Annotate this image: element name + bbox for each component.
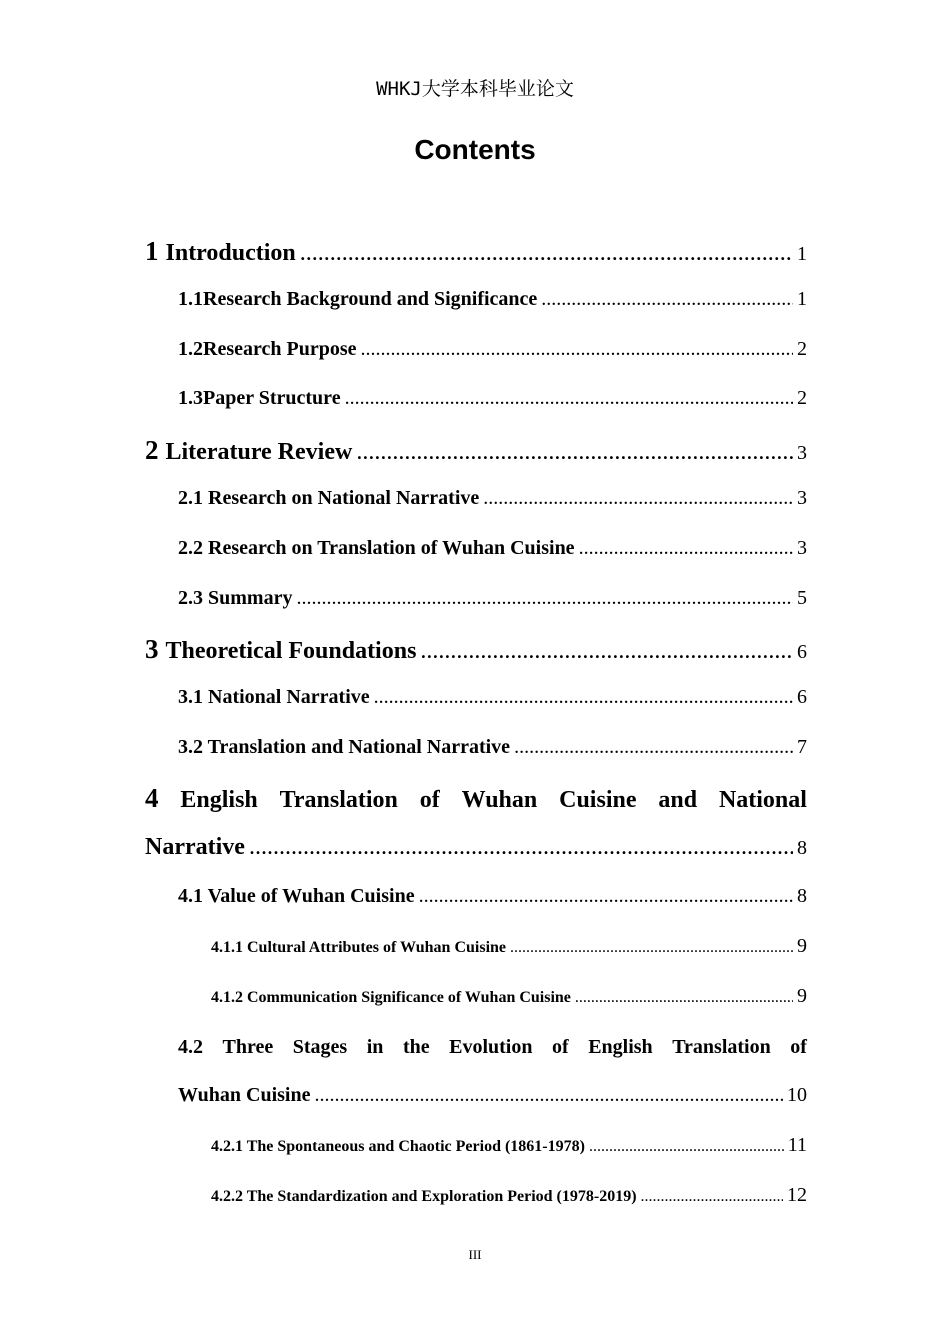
chapter-number: 4 [145, 783, 159, 813]
leader-dots [249, 834, 793, 861]
chapter-word: Wuhan [461, 787, 538, 813]
leader-dots [575, 989, 793, 1007]
subsection-title: 4.2.1 The Spontaneous and Chaotic Period (1861-1978) [211, 1138, 585, 1155]
section-word: Stages [292, 1036, 348, 1058]
page-number: 3 [797, 442, 807, 464]
chapter-title: Literature Review [165, 439, 353, 465]
section-title: 3.1 National Narrative [178, 686, 370, 708]
leader-dots [420, 638, 793, 665]
leader-dots [361, 338, 794, 361]
page-number: 11 [787, 1134, 807, 1156]
toc-subsection-4-2-2[interactable] [211, 1184, 807, 1207]
toc-section-4-2-line2[interactable] [178, 1084, 807, 1107]
chapter-number: 3 [145, 634, 159, 664]
page-number: 3 [797, 487, 807, 509]
page-title: Contents [414, 134, 536, 165]
page-number: 3 [797, 537, 807, 559]
page-header: WHKJ大学本科毕业论文 [376, 78, 574, 100]
chapter-word: National [718, 787, 807, 813]
leader-dots [300, 240, 793, 267]
section-word: English [588, 1036, 653, 1058]
page-number: 5 [797, 587, 807, 609]
toc-section-4-1[interactable] [178, 885, 807, 908]
section-title: 2.2 Research on Translation of Wuhan Cuisine [178, 537, 575, 559]
toc-chapter-4-line2[interactable] [145, 834, 807, 861]
section-word: of [552, 1036, 569, 1058]
leader-dots [514, 736, 793, 759]
chapter-number: 1 [145, 236, 159, 266]
section-word: Translation [672, 1036, 771, 1058]
section-title: 2.3 Summary [178, 587, 293, 609]
section-word: in [366, 1036, 384, 1058]
toc-section-2-1[interactable] [178, 487, 807, 510]
section-title: 1.1Research Background and Significance [178, 288, 538, 310]
toc-subsection-4-1-1[interactable] [211, 935, 807, 958]
leader-dots [510, 939, 793, 957]
chapter-number: 2 [145, 435, 159, 465]
leader-dots [579, 537, 793, 560]
chapter-title-cont: Narrative [145, 834, 245, 860]
toc-section-1-3[interactable] [178, 387, 807, 410]
chapter-title: Theoretical Foundations [165, 638, 417, 664]
toc-chapter-2[interactable] [145, 435, 807, 466]
chapter-word: of [419, 787, 440, 813]
leader-dots [314, 1084, 783, 1107]
page-number: 9 [797, 935, 807, 957]
page-number: 12 [787, 1184, 807, 1206]
chapter-word: English [180, 787, 258, 813]
toc-chapter-1[interactable] [145, 236, 807, 267]
leader-dots [541, 288, 793, 311]
leader-dots [374, 686, 793, 709]
page-number: 6 [797, 641, 807, 663]
section-word: Three [222, 1036, 274, 1058]
chapter-word: Translation [279, 787, 398, 813]
page-footer-number: III [468, 1247, 482, 1262]
leader-dots [345, 387, 793, 410]
section-word: 4.2 [178, 1036, 203, 1058]
section-title: 1.3Paper Structure [178, 387, 341, 409]
leader-dots [589, 1138, 784, 1156]
section-title: 1.2Research Purpose [178, 338, 357, 360]
toc-section-3-1[interactable] [178, 686, 807, 709]
subsection-title: 4.1.2 Communication Significance of Wuhan Cuisine [211, 989, 571, 1006]
page-number: 7 [797, 736, 807, 758]
page-number: 10 [787, 1084, 807, 1106]
leader-dots [356, 439, 793, 466]
section-word: Evolution [449, 1036, 533, 1058]
section-word: of [790, 1036, 807, 1058]
toc-section-2-3[interactable] [178, 587, 807, 610]
toc-section-4-2-line1[interactable] [178, 1036, 807, 1059]
page-number: 1 [797, 243, 807, 265]
chapter-word: Cuisine [559, 787, 637, 813]
toc-subsection-4-1-2[interactable] [211, 985, 807, 1008]
section-title: 4.1 Value of Wuhan Cuisine [178, 885, 415, 907]
page-number: 8 [797, 837, 807, 859]
section-word: the [402, 1036, 430, 1058]
toc-chapter-3[interactable] [145, 634, 807, 665]
page-number: 8 [797, 885, 807, 907]
chapter-word: and [658, 787, 698, 813]
leader-dots [296, 587, 793, 610]
subsection-title: 4.1.1 Cultural Attributes of Wuhan Cuisine [211, 939, 507, 956]
section-title: 2.1 Research on National Narrative [178, 487, 480, 509]
chapter-title: Introduction [165, 240, 296, 266]
toc-section-1-1[interactable] [178, 288, 807, 311]
toc-chapter-4-line1[interactable] [145, 783, 807, 814]
leader-dots [641, 1188, 783, 1206]
page-number: 1 [797, 288, 807, 310]
page-number: 6 [797, 686, 807, 708]
toc-subsection-4-2-1[interactable] [211, 1134, 807, 1157]
section-title-cont: Wuhan Cuisine [178, 1084, 311, 1106]
leader-dots [419, 885, 793, 908]
toc-section-1-2[interactable] [178, 338, 807, 361]
toc-section-3-2[interactable] [178, 736, 807, 759]
page-number: 2 [797, 387, 807, 409]
page-number: 2 [797, 338, 807, 360]
toc-section-2-2[interactable] [178, 537, 807, 560]
subsection-title: 4.2.2 The Standardization and Exploration Period (1978-2019) [211, 1188, 637, 1205]
leader-dots [483, 487, 793, 510]
page-number: 9 [797, 985, 807, 1007]
section-title: 3.2 Translation and National Narrative [178, 736, 511, 758]
